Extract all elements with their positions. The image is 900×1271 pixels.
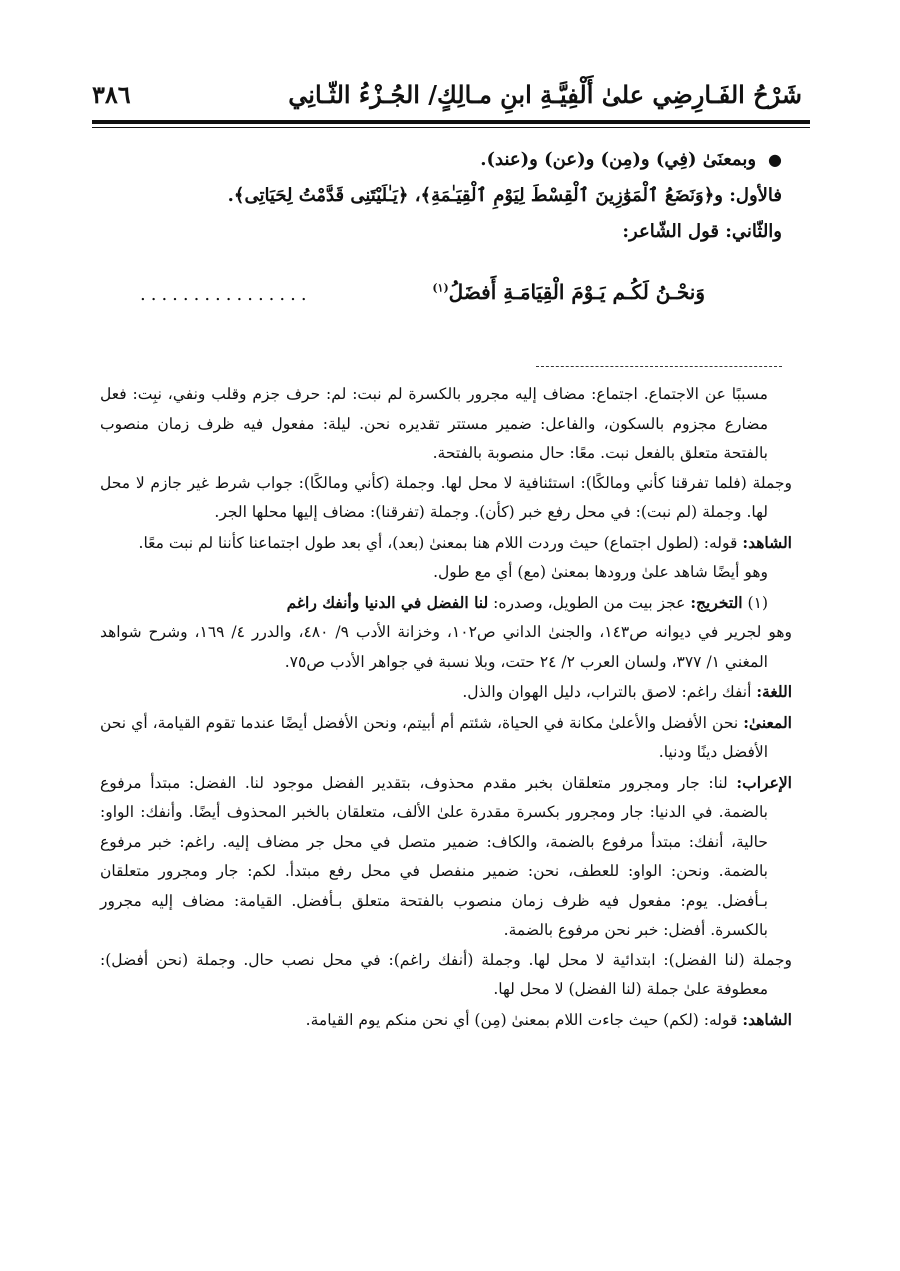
- footnote-number: (١): [742, 593, 768, 612]
- poetry-verse: [432, 280, 705, 304]
- note-label: المعنىٰ:: [743, 712, 792, 732]
- note-paragraph-10: وجملة (لنا الفضل): ابتدائية لا محل لها. وجملة (أنفك راغم): في محل نصب حال. وجملة (نحن أفضل): معطوفة علىٰ جملة (لنا الفضل) لا محل لها.: [100, 950, 792, 998]
- note-paragraph-7: [100, 677, 792, 708]
- note-text: نحن الأفضل والأعلىٰ مكانة في الحياة، شئتم أم أبيتم، ونحن الأفضل أيضًا عندما تقوم القيامة، أي نحن الأفضل دينًا ودنيا.: [100, 713, 768, 761]
- header-rule-thick: [92, 120, 810, 124]
- note-paragraph-11: [100, 1005, 792, 1036]
- main-line-3: والثّاني: قول الشّاعر:: [622, 221, 782, 242]
- note-paragraph-8: [100, 708, 792, 768]
- bullet-icon: ●: [768, 150, 782, 169]
- verse-text: وَنحْـنُ لَكُـم يَـوْمَ الْقِيَامَـةِ أَفضَلُ: [448, 280, 705, 304]
- footnote-separator: [536, 366, 782, 367]
- main-text: [118, 142, 782, 250]
- note-text: قوله: (لكم) حيث جاءت اللام بمعنىٰ (مِن) أي نحن منكم يوم القيامة.: [305, 1010, 743, 1029]
- page-number: ٣٨٦: [92, 80, 131, 109]
- note-paragraph-3: [100, 528, 792, 559]
- note-text: قوله: (لطول اجتماع) حيث وردت اللام هنا بمعنىٰ (بعد)، أي بعد طول اجتماعنا كأننا لم نبت معًا.: [138, 533, 743, 552]
- note-label: اللغة:: [756, 682, 792, 701]
- main-line-2: فالأول: و﴿وَنَضَعُ ٱلْمَوَٰزِينَ ٱلْقِسْطَ لِيَوْمِ ٱلْقِيَـٰمَةِ﴾، ﴿يَـٰلَيْتَنِى قَدَّمْتُ لِحَيَاتِى﴾.: [227, 185, 782, 206]
- note-label: الإعراب:: [736, 772, 792, 792]
- note-label: الشاهد:: [742, 532, 792, 552]
- footnote-ref: (١): [432, 281, 449, 295]
- verse-ellipsis: ................: [140, 284, 312, 305]
- note-paragraph-2: وجملة (فلما تفرقنا كأني ومالكًا): استئنافية لا محل لها. وجملة (كأني ومالكًا): جواب شرط غير جازم لا محل لها. وجملة (لم نبت): في محل رفع خبر (كأن). وجملة (تفرقنا): مضاف إليها محلها الجر.: [100, 473, 792, 521]
- note-text: أنفك راغم: لاصق بالتراب، دليل الهوان والذل.: [462, 683, 757, 701]
- note-paragraph-4: وهو أيضًا شاهد علىٰ ورودها بمعنىٰ (مع) أي مع طول.: [433, 563, 768, 581]
- footnote-1: [100, 588, 792, 619]
- running-title: شَرْحُ الفَـارِضِي علىٰ أَلْفِيَّـةِ ابنِ مـالِكٍ/ الجُـزْءُ الثّـانِي: [288, 80, 802, 109]
- footnotes: [100, 380, 792, 1035]
- note-label: التخريج:: [690, 592, 743, 612]
- note-bold-text: لنا الفضل في الدنيا وأنفك راغم: [286, 592, 489, 612]
- note-paragraph-1: مسببًا عن الاجتماع. اجتماع: مضاف إليه مجرور بالكسرة لم نبت: لم: حرف جزم وقلب ونفي، نبِت: فعل مضارع مجزوم بالسكون، والفاعل: ضمير مستتر تقديره نحن. ليلة: مفعول فيه ظرف زمان منصوب بالفتحة متعلق بالفعل نبت. معًا: حال منصوبة بالفتحة.: [100, 385, 768, 462]
- note-paragraph-9: [100, 768, 792, 946]
- main-line-1: [118, 142, 782, 178]
- header-rule-thin: [92, 127, 810, 128]
- main-line-1-text: وبمعنَىٰ (فِي) و(مِن) و(عن) و(عند).: [480, 149, 757, 170]
- note-text: لنا: جار ومجرور متعلقان بخبر مقدم محذوف، بتقدير الفضل موجود لنا. الفضل: مبتدأ مرفوع بالضمة. في الدنيا: جار ومجرور بكسرة مقدرة علىٰ الألف، متعلقان بالخبر المحذوف أيضًا. وأنفك: الواو: حالية، أنفك: مبتدأ مرفوع بالضمة، والكاف: ضمير متصل في محل جر مضاف إليه. راغم: خبر مرفوع بالضمة. ونحن: الواو: للعطف، نحن: ضمير منفصل في محل رفع مبتدأ. لكم: جار ومجرور متعلقان بـأفضل. يوم: مفعول فيه ظرف زمان منصوب بالفتحة متعلق بـأفضل. القيامة: مضاف إليه مجرور بالكسرة. أفضل: خبر نحن مرفوع بالضمة.: [100, 773, 768, 939]
- note-paragraph-6: وهو لجرير في ديوانه ص١٤٣، والجنىٰ الداني ص١٠٢، وخزانة الأدب ٩/ ٤٨٠، والدرر ٤/ ١٦٩، وشرح شواهد المغني ١/ ٣٧٧، ولسان العرب ٢/ ٢٤ حتت، وبلا نسبة في جواهر الأدب ص٧٥.: [100, 623, 793, 671]
- note-text: عجز بيت من الطويل، وصدره:: [488, 593, 691, 612]
- page-header: [92, 78, 802, 118]
- note-label: الشاهد:: [742, 1009, 792, 1029]
